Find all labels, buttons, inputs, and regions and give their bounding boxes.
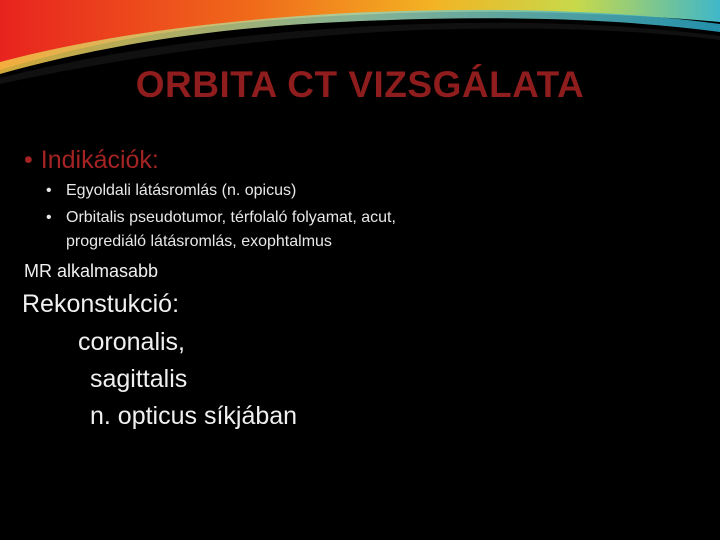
- bullet-marker: •: [24, 146, 33, 174]
- indications-heading: [24, 146, 159, 175]
- indication-item-1-text: Egyoldali látásromlás (n. opicus): [66, 182, 297, 199]
- slide-title: ORBITA CT VIZSGÁLATA: [135, 64, 585, 105]
- indications-heading-text: Indikációk:: [40, 146, 159, 174]
- mr-note: MR alkalmasabb: [24, 261, 159, 281]
- indication-item-2-line-1: Orbitalis pseudotumor, térfolaló folyamat, acut,: [66, 209, 396, 226]
- reconstruction-item-opticus: n. opticus síkjában: [90, 402, 298, 430]
- bullet-marker: •: [46, 209, 52, 226]
- reconstruction-item-sagittalis: sagittalis: [90, 365, 188, 393]
- reconstruction-label: Rekonstukció:: [22, 290, 180, 318]
- bullet-marker: •: [46, 182, 52, 199]
- indication-item-2-line-2: progrediáló látásromlás, exophtalmus: [66, 233, 332, 250]
- reconstruction-item-coronalis: coronalis,: [78, 328, 185, 356]
